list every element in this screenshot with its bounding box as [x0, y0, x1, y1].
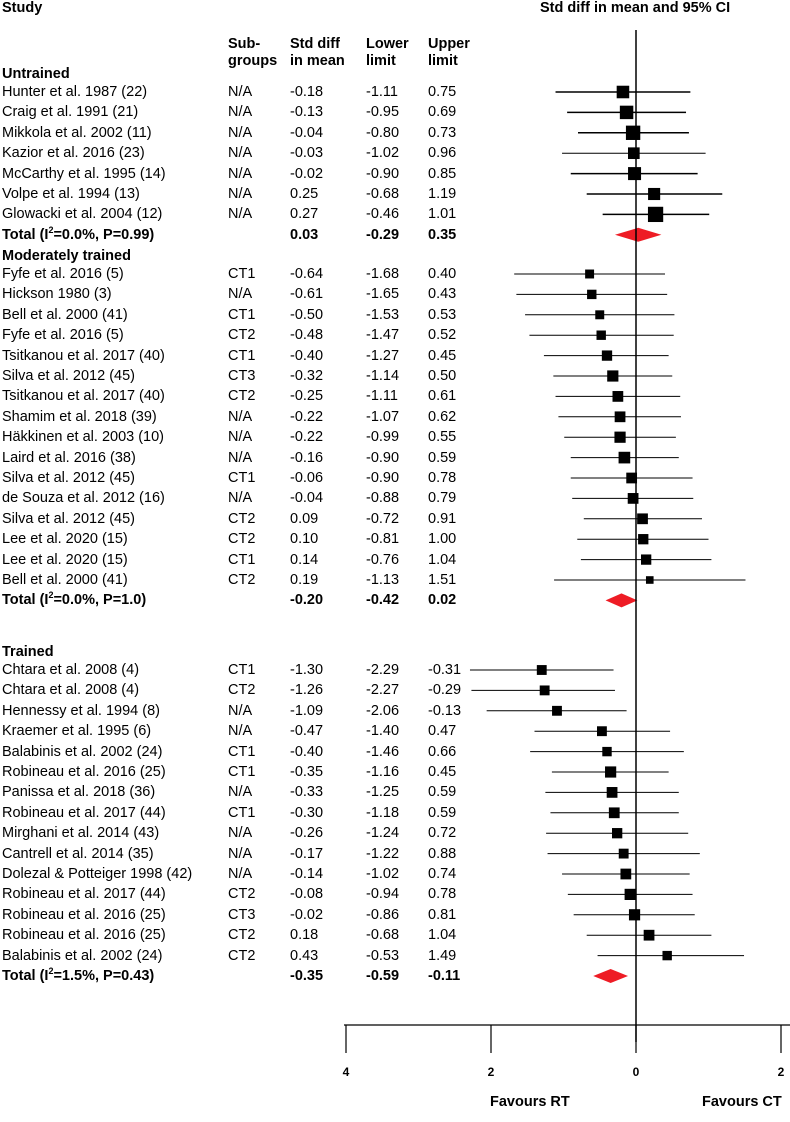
upper-limit-cell: 0.79 — [428, 490, 457, 507]
study-name: Craig et al. 1991 (21) — [2, 104, 139, 121]
point-marker — [537, 665, 547, 675]
upper-limit-cell: 0.81 — [428, 906, 457, 923]
std-diff-header-line1: Std diff — [290, 36, 340, 52]
subgroup-cell: N/A — [228, 286, 253, 303]
subgroup-cell: CT2 — [228, 531, 256, 548]
total-label-suffix: =1.5%, P=0.43) — [53, 968, 155, 984]
point-marker — [628, 147, 640, 159]
upper-limit-cell: 0.59 — [428, 804, 457, 821]
std-diff-cell: -0.02 — [290, 165, 324, 182]
study-name: Dolezal & Potteiger 1998 (42) — [2, 866, 193, 882]
summary-diamond — [593, 969, 628, 983]
subgroup-cell: CT2 — [228, 886, 256, 903]
subgroup-cell: N/A — [228, 429, 253, 446]
lower-limit-cell: -1.47 — [366, 327, 400, 344]
study-name: Hennessy et al. 1994 (8) — [2, 702, 160, 719]
upper-limit-cell: 0.85 — [428, 165, 457, 182]
std-diff-cell: -1.09 — [290, 702, 324, 719]
study-name: Hunter et al. 1987 (22) — [2, 84, 148, 100]
group-heading: Untrained — [2, 66, 70, 82]
study-name: McCarthy et al. 1995 (14) — [2, 165, 166, 182]
subgroup-cell: N/A — [228, 866, 253, 882]
x-tick-label: 2 — [487, 1065, 495, 1079]
upper-limit-cell: 0.53 — [428, 306, 457, 323]
summary-diamond — [615, 228, 661, 242]
subgroup-cell: N/A — [228, 84, 253, 100]
plot-title: Std diff in mean and 95% CI — [540, 0, 731, 16]
upper-limit-cell: 0.75 — [428, 84, 457, 100]
std-diff-cell: -0.64 — [290, 266, 324, 282]
upper-limit-cell: 0.45 — [428, 347, 457, 364]
total-label-sup: 2 — [48, 224, 54, 235]
subgroup-cell: N/A — [228, 104, 253, 121]
point-marker — [628, 493, 639, 504]
subgroup-cell: N/A — [228, 408, 253, 425]
study-name: Lee et al. 2020 (15) — [2, 551, 128, 568]
upper-limit-cell: 0.55 — [428, 429, 457, 446]
point-marker — [648, 188, 660, 200]
study-name: Kraemer et al. 1995 (6) — [2, 723, 152, 740]
lower-limit-cell: -1.11 — [366, 388, 398, 405]
lower-limit-cell: -0.95 — [366, 104, 400, 121]
study-name: Silva et al. 2012 (45) — [2, 510, 135, 527]
study-name: Bell et al. 2000 (41) — [2, 572, 128, 588]
point-marker — [628, 167, 641, 180]
study-name: Tsitkanou et al. 2017 (40) — [2, 388, 165, 405]
upper-limit-cell: -0.29 — [428, 682, 462, 699]
study-name: Robineau et al. 2016 (25) — [2, 906, 166, 923]
total-std-diff: -0.35 — [290, 968, 324, 984]
subgroup-cell: CT1 — [228, 470, 256, 486]
lower-limit-cell: -1.27 — [366, 347, 400, 364]
subgroup-cell: N/A — [228, 702, 253, 719]
point-marker — [619, 452, 631, 464]
upper-limit-cell: 1.49 — [428, 947, 457, 964]
subgroup-cell: N/A — [228, 165, 253, 182]
study-name: Tsitkanou et al. 2017 (40) — [2, 347, 165, 364]
point-marker — [637, 513, 648, 524]
upper-limit-cell: 0.72 — [428, 825, 457, 842]
point-marker — [620, 869, 631, 880]
upper-limit-cell: 0.96 — [428, 145, 457, 162]
study-name: Lee et al. 2020 (15) — [2, 531, 128, 548]
std-diff-cell: -0.30 — [290, 804, 324, 821]
lower-limit-header-line2: limit — [366, 53, 396, 69]
point-marker — [587, 290, 596, 299]
total-lower-limit: -0.42 — [366, 592, 400, 609]
std-diff-cell: -0.33 — [290, 784, 324, 801]
subgroups-header-line1: Sub- — [228, 36, 261, 52]
upper-limit-cell: 0.50 — [428, 368, 457, 384]
point-marker — [629, 909, 640, 920]
total-label-suffix: =0.0%, P=0.99) — [53, 226, 155, 243]
upper-limit-cell: 1.04 — [428, 927, 457, 944]
lower-limit-cell: -0.88 — [366, 490, 400, 507]
summary-diamond — [606, 593, 638, 607]
point-marker — [597, 726, 607, 736]
std-diff-cell: 0.18 — [290, 927, 319, 944]
point-marker — [602, 747, 611, 756]
point-marker — [613, 391, 624, 402]
std-diff-cell: -1.26 — [290, 682, 324, 699]
subgroup-cell: CT2 — [228, 572, 256, 588]
study-name: Chtara et al. 2008 (4) — [2, 682, 140, 699]
subgroup-cell: CT1 — [228, 306, 256, 323]
upper-limit-cell: 0.69 — [428, 104, 457, 121]
upper-limit-cell: 0.88 — [428, 845, 457, 862]
lower-limit-cell: -1.11 — [366, 84, 398, 100]
lower-limit-cell: -1.18 — [366, 804, 400, 821]
subgroup-cell: CT1 — [228, 662, 256, 678]
point-marker — [625, 889, 636, 900]
favours-rt-label: Favours RT — [490, 1094, 570, 1110]
study-name: Fyfe et al. 2016 (5) — [2, 327, 124, 344]
lower-limit-cell: -1.53 — [366, 306, 400, 323]
x-tick-label: 4 — [342, 1065, 350, 1079]
std-diff-cell: -0.25 — [290, 388, 324, 405]
std-diff-cell: -0.50 — [290, 306, 324, 323]
subgroup-cell: N/A — [228, 145, 253, 162]
point-marker — [607, 787, 618, 798]
std-diff-cell: 0.25 — [290, 186, 319, 202]
point-marker — [585, 270, 594, 279]
subgroup-cell: CT1 — [228, 743, 256, 760]
subgroup-cell: CT1 — [228, 764, 256, 780]
subgroup-cell: CT2 — [228, 682, 256, 699]
upper-limit-cell: 0.62 — [428, 408, 457, 425]
point-marker — [626, 126, 640, 140]
study-name: Cantrell et al. 2014 (35) — [2, 845, 154, 862]
total-upper-limit: 0.02 — [428, 592, 457, 609]
study-name: Kazior et al. 2016 (23) — [2, 145, 145, 162]
lower-limit-cell: -1.46 — [366, 743, 400, 760]
std-diff-cell: -0.40 — [290, 743, 324, 760]
std-diff-cell: -0.14 — [290, 866, 324, 882]
favours-ct-label: Favours CT — [702, 1094, 782, 1110]
lower-limit-cell: -1.07 — [366, 408, 400, 425]
subgroup-cell: CT2 — [228, 947, 256, 964]
std-diff-cell: -0.02 — [290, 906, 324, 923]
lower-limit-cell: -0.72 — [366, 510, 400, 527]
upper-limit-cell: 0.61 — [428, 388, 457, 405]
point-marker — [607, 370, 618, 381]
total-label-sup: 2 — [48, 966, 54, 977]
lower-limit-cell: -0.90 — [366, 470, 400, 486]
upper-limit-cell: 0.59 — [428, 449, 457, 466]
group-heading: Trained — [2, 644, 54, 660]
lower-limit-cell: -1.68 — [366, 266, 400, 282]
upper-limit-cell: 0.66 — [428, 743, 457, 760]
subgroup-cell: CT1 — [228, 266, 256, 282]
study-name: Balabinis et al. 2002 (24) — [2, 743, 163, 760]
std-diff-cell: -0.08 — [290, 886, 324, 903]
lower-limit-cell: -0.99 — [366, 429, 400, 446]
std-diff-cell: 0.19 — [290, 572, 319, 588]
total-std-diff: -0.20 — [290, 592, 324, 609]
total-label-sup: 2 — [48, 590, 54, 601]
upper-limit-header-line1: Upper — [428, 36, 470, 52]
std-diff-cell: -1.30 — [290, 662, 324, 678]
lower-limit-cell: -1.22 — [366, 845, 400, 862]
std-diff-cell: -0.61 — [290, 286, 324, 303]
subgroup-cell: CT1 — [228, 804, 256, 821]
point-marker — [617, 86, 630, 99]
point-marker — [595, 310, 604, 319]
study-name: Mikkola et al. 2002 (11) — [2, 124, 152, 141]
subgroup-cell: N/A — [228, 845, 253, 862]
lower-limit-cell: -0.94 — [366, 886, 400, 903]
total-std-diff: 0.03 — [290, 226, 319, 243]
point-marker — [620, 106, 633, 119]
lower-limit-cell: -0.90 — [366, 449, 400, 466]
std-diff-header-line2: in mean — [290, 53, 345, 69]
point-marker — [609, 807, 620, 818]
point-marker — [602, 350, 612, 360]
subgroup-cell: N/A — [228, 206, 253, 223]
study-name: Robineau et al. 2017 (44) — [2, 886, 166, 903]
upper-limit-cell: 1.00 — [428, 531, 457, 548]
point-marker — [644, 930, 655, 941]
point-marker — [540, 685, 550, 695]
study-name: Glowacki et al. 2004 (12) — [2, 206, 163, 223]
std-diff-cell: -0.04 — [290, 490, 324, 507]
lower-limit-cell: -2.06 — [366, 702, 400, 719]
total-lower-limit: -0.29 — [366, 226, 400, 243]
std-diff-cell: 0.09 — [290, 510, 319, 527]
subgroup-cell: CT3 — [228, 368, 256, 384]
lower-limit-cell: -0.80 — [366, 124, 400, 141]
upper-limit-cell: 0.91 — [428, 510, 457, 527]
point-marker — [605, 766, 616, 777]
study-name: Silva et al. 2012 (45) — [2, 368, 135, 384]
upper-limit-cell: 0.40 — [428, 266, 457, 282]
study-name: Volpe et al. 1994 (13) — [2, 186, 140, 202]
std-diff-cell: 0.10 — [290, 531, 319, 548]
upper-limit-cell: 1.04 — [428, 551, 457, 568]
subgroup-cell: N/A — [228, 825, 253, 842]
std-diff-cell: -0.35 — [290, 764, 324, 780]
std-diff-cell: 0.27 — [290, 206, 319, 223]
lower-limit-cell: -0.53 — [366, 947, 400, 964]
upper-limit-cell: 0.43 — [428, 286, 457, 303]
upper-limit-cell: 0.47 — [428, 723, 457, 740]
total-label-suffix: =0.0%, P=1.0) — [53, 592, 147, 609]
lower-limit-cell: -1.65 — [366, 286, 400, 303]
study-name: Robineau et al. 2017 (44) — [2, 804, 166, 821]
std-diff-cell: -0.16 — [290, 449, 324, 466]
lower-limit-cell: -0.81 — [366, 531, 400, 548]
std-diff-cell: -0.03 — [290, 145, 324, 162]
lower-limit-cell: -0.68 — [366, 186, 400, 202]
lower-limit-cell: -1.14 — [366, 368, 400, 384]
study-name: de Souza et al. 2012 (16) — [2, 490, 165, 507]
std-diff-cell: -0.17 — [290, 845, 324, 862]
std-diff-cell: -0.13 — [290, 104, 324, 121]
upper-limit-cell: 0.78 — [428, 470, 457, 486]
total-label-prefix: Total (I — [2, 592, 49, 609]
study-name: Silva et al. 2012 (45) — [2, 470, 135, 486]
lower-limit-header-line1: Lower — [366, 36, 409, 52]
lower-limit-cell: -2.27 — [366, 682, 400, 699]
point-marker — [615, 411, 626, 422]
point-marker — [552, 706, 562, 716]
study-name: Laird et al. 2016 (38) — [2, 449, 136, 466]
upper-limit-cell: 1.19 — [428, 186, 457, 202]
total-label-prefix: Total (I — [2, 226, 49, 243]
study-name: Bell et al. 2000 (41) — [2, 306, 128, 323]
std-diff-cell: -0.18 — [290, 84, 324, 100]
upper-limit-header-line2: limit — [428, 53, 458, 69]
upper-limit-cell: 1.51 — [428, 572, 457, 588]
study-name: Häkkinen et al. 2003 (10) — [2, 429, 165, 446]
study-name: Panissa et al. 2018 (36) — [2, 784, 156, 801]
lower-limit-cell: -0.90 — [366, 165, 400, 182]
subgroup-cell: N/A — [228, 124, 253, 141]
study-name: Fyfe et al. 2016 (5) — [2, 266, 124, 282]
subgroup-cell: CT1 — [228, 347, 256, 364]
point-marker — [619, 849, 629, 859]
upper-limit-cell: 0.73 — [428, 124, 457, 141]
lower-limit-cell: -0.46 — [366, 206, 400, 223]
upper-limit-cell: -0.31 — [428, 662, 462, 678]
upper-limit-cell: -0.13 — [428, 702, 462, 719]
lower-limit-cell: -1.13 — [366, 572, 400, 588]
std-diff-cell: 0.43 — [290, 947, 319, 964]
study-name: Shamim et al. 2018 (39) — [2, 408, 157, 425]
subgroup-cell: CT3 — [228, 906, 256, 923]
study-header: Study — [2, 0, 43, 16]
subgroup-cell: N/A — [228, 723, 253, 740]
upper-limit-cell: 0.74 — [428, 866, 457, 882]
subgroup-cell: N/A — [228, 784, 253, 801]
point-marker — [662, 951, 671, 960]
subgroup-cell: N/A — [228, 449, 253, 466]
std-diff-cell: -0.40 — [290, 347, 324, 364]
point-marker — [638, 534, 648, 544]
lower-limit-cell: -0.68 — [366, 927, 400, 944]
study-name: Hickson 1980 (3) — [2, 286, 112, 303]
std-diff-cell: -0.32 — [290, 368, 324, 384]
std-diff-cell: -0.04 — [290, 124, 324, 141]
std-diff-cell: -0.06 — [290, 470, 324, 486]
point-marker — [646, 576, 654, 584]
study-name: Robineau et al. 2016 (25) — [2, 927, 166, 944]
subgroup-cell: N/A — [228, 186, 253, 202]
upper-limit-cell: 0.52 — [428, 327, 457, 344]
std-diff-cell: -0.22 — [290, 429, 324, 446]
study-name: Chtara et al. 2008 (4) — [2, 662, 140, 678]
subgroup-cell: CT1 — [228, 551, 256, 568]
upper-limit-cell: 0.78 — [428, 886, 457, 903]
point-marker — [614, 432, 625, 443]
subgroup-cell: N/A — [228, 490, 253, 507]
std-diff-cell: -0.47 — [290, 723, 324, 740]
point-marker — [612, 828, 622, 838]
point-marker — [597, 331, 606, 340]
total-lower-limit: -0.59 — [366, 968, 400, 984]
subgroup-cell: CT2 — [228, 510, 256, 527]
lower-limit-cell: -1.24 — [366, 825, 400, 842]
point-marker — [641, 554, 651, 564]
x-tick-label: 2 — [777, 1065, 785, 1079]
upper-limit-cell: 1.01 — [428, 206, 457, 223]
std-diff-cell: -0.48 — [290, 327, 324, 344]
lower-limit-cell: -0.86 — [366, 906, 400, 923]
x-tick-label: 0 — [632, 1065, 640, 1079]
lower-limit-cell: -1.02 — [366, 866, 400, 882]
lower-limit-cell: -1.02 — [366, 145, 400, 162]
std-diff-cell: -0.22 — [290, 408, 324, 425]
study-name: Mirghani et al. 2014 (43) — [2, 825, 160, 842]
study-name: Robineau et al. 2016 (25) — [2, 764, 166, 780]
lower-limit-cell: -1.16 — [366, 764, 400, 780]
lower-limit-cell: -1.40 — [366, 723, 400, 740]
subgroups-header-line2: groups — [228, 53, 278, 69]
lower-limit-cell: -1.25 — [366, 784, 400, 801]
std-diff-cell: -0.26 — [290, 825, 324, 842]
total-label-prefix: Total (I — [2, 968, 49, 984]
upper-limit-cell: 0.45 — [428, 764, 457, 780]
subgroup-cell: CT2 — [228, 388, 256, 405]
upper-limit-cell: 0.59 — [428, 784, 457, 801]
total-upper-limit: 0.35 — [428, 226, 457, 243]
group-heading: Moderately trained — [2, 248, 131, 264]
point-marker — [648, 207, 663, 222]
total-upper-limit: -0.11 — [428, 968, 461, 984]
subgroup-cell: CT2 — [228, 327, 256, 344]
std-diff-cell: 0.14 — [290, 551, 319, 568]
study-name: Balabinis et al. 2002 (24) — [2, 947, 163, 964]
subgroup-cell: CT2 — [228, 927, 256, 944]
lower-limit-cell: -0.76 — [366, 551, 400, 568]
lower-limit-cell: -2.29 — [366, 662, 400, 678]
